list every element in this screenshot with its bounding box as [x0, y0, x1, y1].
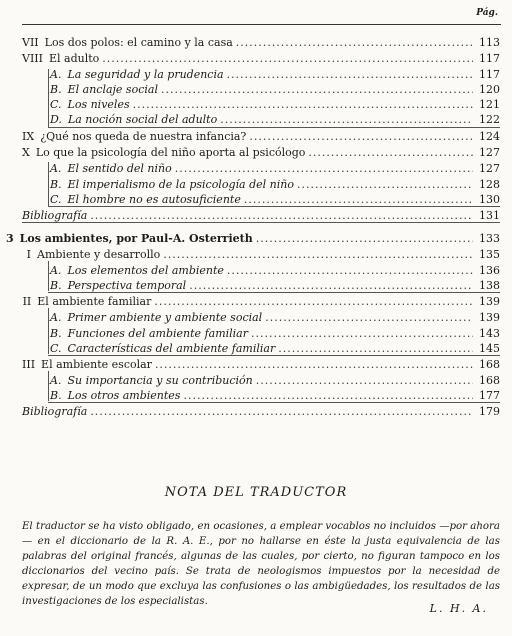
dot-leader [227, 68, 473, 81]
toc-entry-title: Los otros ambientes [67, 389, 181, 402]
dot-leader [183, 389, 473, 402]
toc-entry-title: El hombre no es autosuficiente [67, 193, 241, 206]
toc-entry-page: 139 [479, 311, 500, 324]
toc-entry-title: Los niveles [67, 98, 130, 111]
toc-entry-page: 138 [479, 279, 500, 292]
toc-entry [50, 311, 500, 326]
toc-entry-title: El ambiente familiar [37, 295, 152, 308]
dot-leader [244, 193, 473, 206]
toc-bracket-rule [48, 127, 500, 128]
toc-entry-number: A. [50, 264, 62, 277]
toc-entry-number: VIII [22, 52, 43, 65]
note-title: NOTA DEL TRADUCTOR [164, 485, 348, 500]
toc-entry-page: 135 [479, 248, 500, 261]
note-body: El traductor se ha visto obligado, en ocasiones, a emplear vocablos no incluidos —por ahora— en el diccionario de la R. A. E., por no hallarse en éste la justa equivalencia de las palabras del original francés, algunas de las cuales, por cierto, no figuran tampoco en los diccionarios del vecino país. Se trata de neologismos impuestos por la necesidad de expresar, de un modo que excluya las confusiones o las ambigüedades, los resultados de las investigaciones de los especialistas. [22, 521, 500, 607]
toc-entry-number: C. [50, 342, 62, 355]
dot-leader [256, 232, 473, 245]
toc-entry-title: Bibliografía [22, 209, 88, 222]
dot-leader [227, 264, 473, 277]
toc-entry [22, 295, 500, 310]
toc-entry-title: El adulto [48, 52, 100, 65]
toc-entry-number: A. [50, 162, 62, 175]
toc-entry-page: 127 [479, 162, 500, 175]
dot-leader [154, 295, 473, 308]
toc-bracket-rule [48, 355, 500, 356]
dot-leader [278, 342, 473, 355]
toc-bracket-rule [48, 371, 49, 401]
toc-entry-title: Funciones del ambiente familiar [67, 327, 248, 340]
toc-entry-page: 124 [479, 130, 500, 143]
toc-entry-page: 177 [479, 389, 500, 402]
toc-entry-title: El anclaje social [67, 83, 158, 96]
toc-entry-title: Primer ambiente y ambiente social [67, 311, 263, 324]
toc-entry-page: 113 [479, 36, 500, 49]
toc-entry-number: B. [50, 327, 62, 340]
toc-entry-number: B. [50, 279, 62, 292]
toc-bracket-rule [48, 162, 49, 206]
dot-leader [102, 52, 473, 65]
toc-entry-title: La noción social del adulto [67, 113, 218, 126]
header-rule [22, 24, 501, 25]
toc-entry-number: IX [22, 130, 35, 143]
toc-entry-title: Lo que la psicología del niño aporta al psicólogo [35, 146, 306, 159]
toc-entry-page: 145 [479, 342, 500, 355]
toc-entry-title: El imperialismo de la psicología del niño [67, 178, 294, 191]
toc-entry-title: Bibliografía [22, 405, 88, 418]
toc-bracket-rule [48, 69, 49, 127]
toc-entry-title: Perspectiva temporal [67, 279, 187, 292]
page-column-label: Pág. [476, 8, 498, 18]
toc-entry [50, 327, 500, 342]
toc-entry-title: ¿Qué nos queda de nuestra infancia? [40, 130, 247, 143]
toc-entry-title: Los elementos del ambiente [67, 264, 224, 277]
toc-entry-number: I [26, 248, 32, 261]
toc-entry-page: 122 [479, 113, 500, 126]
toc-entry-number: D. [50, 113, 62, 126]
toc-entry-page: 131 [479, 209, 500, 222]
toc-entry-number: 3 [6, 232, 14, 245]
toc-entry-number: III [22, 358, 36, 371]
toc-entry-page: 121 [479, 98, 500, 111]
toc-entry-page: 133 [479, 232, 500, 245]
toc-entry [50, 264, 500, 279]
toc-bracket-rule [48, 206, 500, 207]
toc-entry [22, 146, 500, 161]
toc-entry-page: 117 [479, 52, 500, 65]
dot-leader [220, 113, 473, 126]
toc-entry [50, 178, 500, 193]
toc-entry [22, 248, 500, 263]
dot-leader [90, 209, 473, 222]
dot-leader [161, 83, 473, 96]
dot-leader [297, 178, 473, 191]
toc-bracket-rule [22, 222, 500, 223]
toc-entry-number: X [22, 146, 30, 159]
toc-entry [6, 232, 500, 247]
translator-signature: L. H. A. [429, 602, 488, 615]
toc-entry-page: 136 [479, 264, 500, 277]
toc-entry-number: C. [50, 193, 62, 206]
toc-bracket-rule [48, 261, 49, 291]
toc-entry-number: A. [50, 374, 62, 387]
dot-leader [308, 146, 473, 159]
toc-entry-page: 128 [479, 178, 500, 191]
toc-entry-page: 179 [479, 405, 500, 418]
toc-entry-page: 139 [479, 295, 500, 308]
toc-entry [22, 130, 500, 145]
toc-bracket-rule [48, 402, 500, 403]
toc-entry-page: 168 [479, 374, 500, 387]
toc-entry [50, 68, 500, 83]
dot-leader [189, 279, 473, 292]
toc-entry-number: A. [50, 311, 62, 324]
dot-leader [155, 358, 473, 371]
toc-entry-page: 130 [479, 193, 500, 206]
toc-entry-page: 117 [479, 68, 500, 81]
toc-entry-number: VII [22, 36, 39, 49]
toc-entry-title: El sentido del niño [67, 162, 172, 175]
toc-bracket-rule [48, 292, 500, 293]
toc-entry-page: 127 [479, 146, 500, 159]
dot-leader [251, 327, 473, 340]
toc-entry [22, 36, 500, 51]
toc-entry [50, 162, 500, 177]
toc-entry [22, 52, 500, 67]
toc-entry-title: Su importancia y su contribución [67, 374, 253, 387]
dot-leader [256, 374, 473, 387]
toc-entry [22, 358, 500, 373]
toc-entry-number: A. [50, 68, 62, 81]
toc-entry-page: 143 [479, 327, 500, 340]
toc-entry [50, 83, 500, 98]
toc-entry [50, 113, 500, 128]
dot-leader [249, 130, 473, 143]
toc-entry-number: B. [50, 83, 62, 96]
toc-entry-number: C. [50, 98, 62, 111]
toc-entry-title: Los dos polos: el camino y la casa [44, 36, 233, 49]
toc-entry-title: El ambiente escolar [41, 358, 152, 371]
dot-leader [236, 36, 473, 49]
dot-leader [90, 405, 473, 418]
toc-entry-number: II [22, 295, 32, 308]
dot-leader [133, 98, 473, 111]
toc-entry [50, 98, 500, 113]
toc-entry-title: Los ambientes, por Paul-A. Osterrieth [19, 232, 253, 245]
dot-leader [163, 248, 473, 261]
toc-bracket-rule [48, 308, 49, 354]
toc-entry [50, 374, 500, 389]
toc-entry [22, 405, 500, 420]
toc-entry-number: B. [50, 178, 62, 191]
toc-entry-title: La seguridad y la prudencia [67, 68, 224, 81]
dot-leader [265, 311, 473, 324]
toc-entry-page: 120 [479, 83, 500, 96]
toc-entry-number: B. [50, 389, 62, 402]
dot-leader [175, 162, 473, 175]
toc-entry-title: Ambiente y desarrollo [37, 248, 161, 261]
toc-entry-page: 168 [479, 358, 500, 371]
toc-entry-title: Características del ambiente familiar [67, 342, 276, 355]
